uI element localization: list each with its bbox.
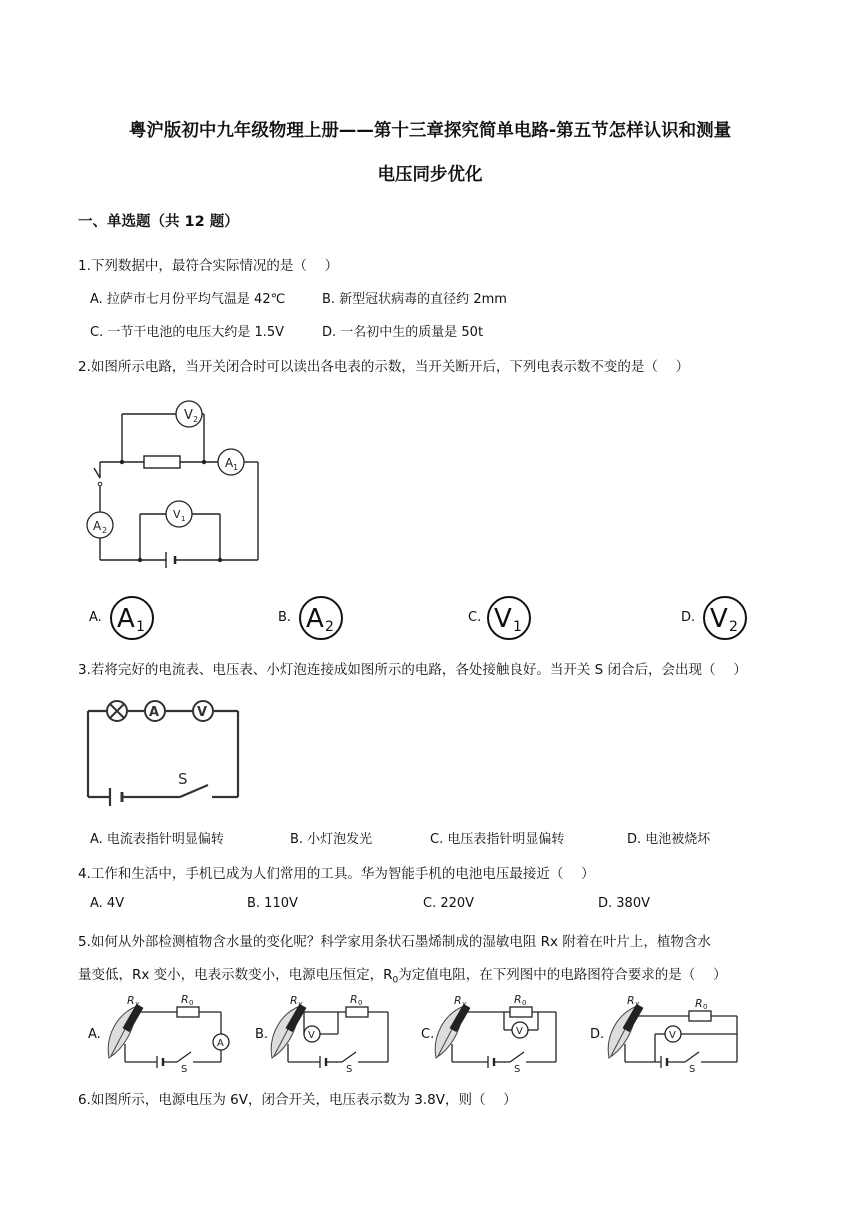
question-5-option-c-label: C. [421,1027,435,1042]
question-5-option-c-circuit [432,993,562,1075]
q5a-rx-sub: X [135,1001,140,1009]
question-6-stem: 6.如图所示，电源电压为 6V，闭合开关，电压表示数为 3.8V，则（ ） [78,1092,517,1108]
q5c-rx-label: R [454,994,462,1007]
question-2-option-a-label: A. [89,610,102,625]
meter-v2-letter: V [710,604,728,634]
meter-a1-letter: A [117,604,135,634]
question-4-option-a: A. 4V [90,896,125,911]
fig2-a2-letter: A [93,519,102,533]
document-title-line2: 电压同步优化 [377,165,483,185]
question-1-option-b: B. 新型冠状病毒的直径约 2mm [322,292,507,307]
question-4-option-d: D. 380V [598,896,650,911]
question-2-option-b-label: B. [278,610,292,625]
question-4-option-c: C. 220V [423,896,475,911]
question-3-option-a: A. 电流表指针明显偏转 [90,832,224,847]
question-1-stem: 1.下列数据中，最符合实际情况的是（ ） [78,258,339,274]
q5-stem-line2b: 为定值电阻，在下列图中的电路图符合要求的是（ ） [398,967,727,983]
q5b-rx-sub: X [298,1001,303,1009]
question-5-stem-line2 [78,963,727,986]
question-5-option-d-circuit [605,994,745,1075]
q5a-r0-label: R [181,993,189,1006]
q5b-r0-label: R [350,993,358,1006]
q5-stem-sub: 0 [392,975,399,986]
fig2-v1-letter: V [173,508,181,521]
meter-v2-sub: 2 [729,619,738,635]
fig2-v2-sub: 2 [193,415,199,424]
q5b-voltmeter-letter: V [308,1030,315,1041]
question-2-option-b-meter-icon [297,594,347,642]
q5a-r0-sub: 0 [189,999,194,1007]
fig2-a2-sub: 2 [102,526,108,535]
question-2-option-d-meter-icon [701,594,751,642]
q5b-rx-label: R [290,994,298,1007]
q5c-voltmeter-letter: V [516,1026,523,1037]
q5a-ammeter-letter: A [217,1038,224,1049]
question-1-option-d: D. 一名初中生的质量是 50t [322,325,484,340]
fig3-ammeter-letter: A [149,705,160,720]
q5c-r0-label: R [514,993,522,1006]
question-2-stem: 2.如图所示电路，当开关闭合时可以读出各电表的示数，当开关断开后，下列电表示数不变的是（ ） [78,359,690,375]
fig2-a1-letter: A [225,456,234,470]
q5d-voltmeter-letter: V [669,1030,676,1041]
fig2-a1-sub: 1 [233,463,239,472]
question-3-option-b: B. 小灯泡发光 [290,832,373,847]
q5a-switch-label: S [181,1064,188,1075]
question-3-circuit-diagram [82,694,247,806]
question-1-option-a: A. 拉萨市七月份平均气温是 42℃ [90,292,286,307]
q5c-r0-sub: 0 [522,999,527,1007]
question-2-circuit-diagram [80,392,280,572]
question-5-option-b-label: B. [255,1027,269,1042]
section-heading: 一、单选题（共 12 题） [78,214,239,230]
q5d-r0-label: R [695,997,703,1010]
q5d-rx-label: R [627,994,635,1007]
question-2-option-a-meter-icon [108,594,158,642]
fig2-v2-letter: V [184,408,193,423]
question-5-option-a-circuit [105,993,235,1075]
meter-a2-sub: 2 [325,619,334,635]
fig2-v1-sub: 1 [181,515,186,523]
question-1-option-c: C. 一节干电池的电压大约是 1.5V [90,325,285,340]
meter-v1-sub: 1 [513,619,522,635]
question-5-option-a-label: A. [88,1027,101,1042]
question-5-stem-line1: 5.如何从外部检测植物含水量的变化呢？科学家用条状石墨烯制成的湿敏电阻 Rx 附着在叶片上，植物含水 [78,934,711,950]
question-4-stem: 4.工作和生活中，手机已成为人们常用的工具。华为智能手机的电池电压最接近（ ） [78,866,595,882]
question-2-option-d-label: D. [681,610,696,625]
q5d-rx-sub: X [635,1001,640,1009]
question-3-stem: 3.若将完好的电流表、电压表、小灯泡连接成如图所示的电路，各处接触良好。当开关 S 闭合后，会出现（ ） [78,662,747,678]
question-5-option-b-circuit [268,993,398,1075]
meter-a2-letter: A [306,604,324,634]
q5c-switch-label: S [514,1064,521,1075]
q5b-switch-label: S [346,1064,353,1075]
q5c-rx-sub: X [462,1001,467,1009]
meter-v1-letter: V [494,604,512,634]
q5-stem-line2a: 量变低，Rx 变小，电表示数变小，电源电压恒定，R [78,967,393,983]
question-4-option-b: B. 110V [247,896,298,911]
question-3-option-c: C. 电压表指针明显偏转 [430,832,565,847]
document-title-line1: 粤沪版初中九年级物理上册——第十三章探究简单电路-第五节怎样认识和测量 [128,121,732,141]
q5d-switch-label: S [689,1064,696,1075]
q5a-rx-label: R [127,994,135,1007]
question-3-option-d: D. 电池被烧坏 [627,832,711,847]
question-5-option-d-label: D. [590,1027,605,1042]
question-2-option-c-label: C. [468,610,482,625]
meter-a1-sub: 1 [136,619,145,635]
question-2-option-c-meter-icon [485,594,535,642]
fig3-voltmeter-letter: V [197,705,208,720]
q5d-r0-sub: 0 [703,1003,708,1011]
q5b-r0-sub: 0 [358,999,363,1007]
fig3-switch-label: S [178,770,188,788]
